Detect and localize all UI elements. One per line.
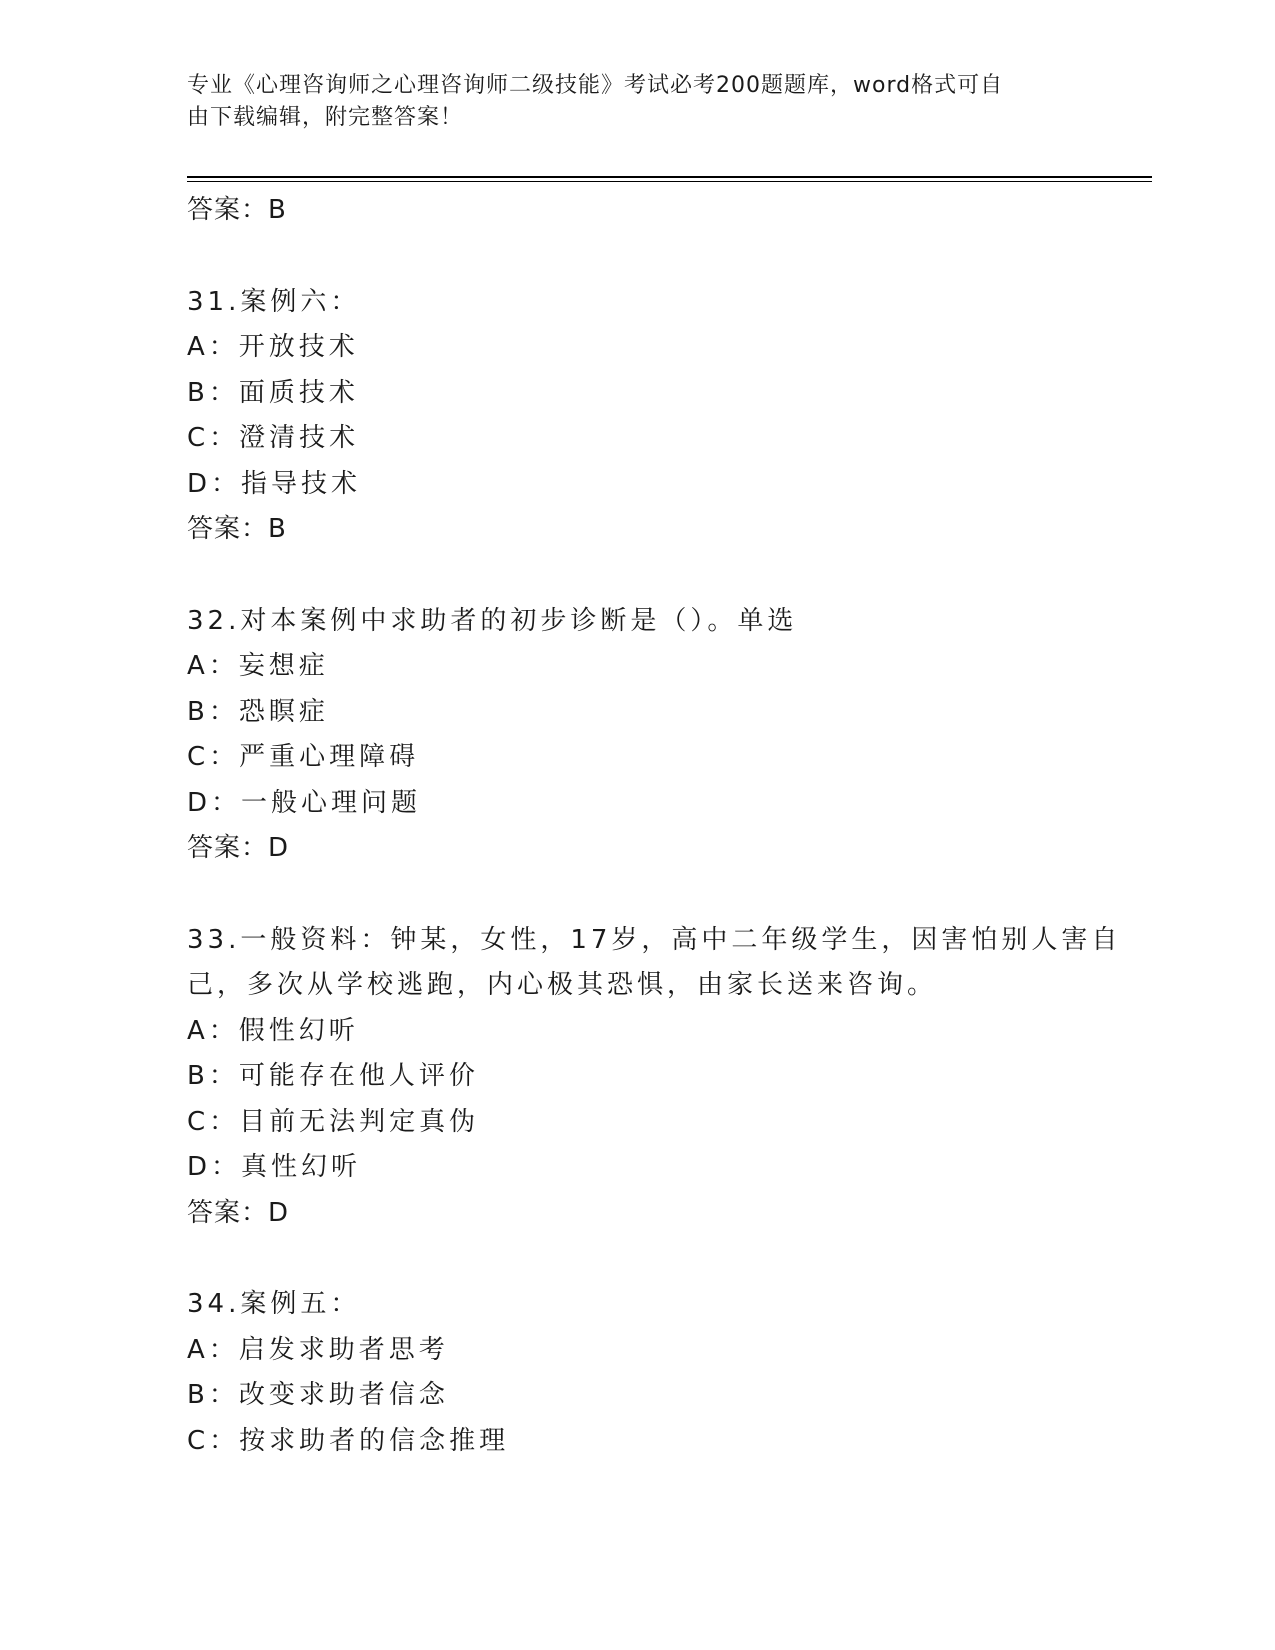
option-a: A：妄想症 xyxy=(187,651,329,681)
question-stem-line-1: 33.一般资料：钟某，女性，17岁，高中二年级学生，因害怕别人害自 xyxy=(187,924,1122,955)
header-line-1: 专业《心理咨询师之心理咨询师二级技能》考试必考200题题库，word格式可自 xyxy=(187,73,1004,98)
option-b: B：面质技术 xyxy=(187,377,359,408)
option-d: D：指导技术 xyxy=(187,468,362,499)
question-33 xyxy=(187,918,1122,1237)
question-34 xyxy=(187,1282,1087,1464)
option-b: B：改变求助者信念 xyxy=(187,1380,449,1410)
question-stem: 34.案例五： xyxy=(187,1289,361,1319)
option-a: A：假性幻听 xyxy=(187,1015,359,1046)
option-b: B：恐瞑症 xyxy=(187,696,329,727)
option-d: D：一般心理问题 xyxy=(187,787,422,818)
question-32 xyxy=(187,599,1087,872)
answer-line: 答案：B xyxy=(187,514,287,544)
question-stem-line-2: 己，多次从学校逃跑，内心极其恐惧，由家长送来咨询。 xyxy=(187,970,938,1000)
question-stem: 31.案例六： xyxy=(187,286,361,317)
question-31 xyxy=(187,280,1087,553)
document-header xyxy=(187,70,1067,134)
option-c: C：严重心理障碍 xyxy=(187,742,420,772)
option-c: C：目前无法判定真伪 xyxy=(187,1106,480,1137)
option-b: B：可能存在他人评价 xyxy=(187,1061,479,1091)
question-list xyxy=(187,188,1122,1464)
question-stem: 32.对本案例中求助者的初步诊断是（）。单选 xyxy=(187,605,798,636)
option-d: D：真性幻听 xyxy=(187,1152,362,1182)
header-line-2: 由下载编辑，附完整答案！ xyxy=(187,105,464,130)
answer-line: 答案：D xyxy=(187,1197,290,1228)
option-a: A：启发求助者思考 xyxy=(187,1334,449,1365)
option-a: A：开放技术 xyxy=(187,332,359,362)
answer-line: 答案：D xyxy=(187,833,290,863)
option-c: C：澄清技术 xyxy=(187,423,360,453)
answer-line: 答案：B xyxy=(187,195,287,225)
option-c: C：按求助者的信念推理 xyxy=(187,1425,510,1456)
header-divider xyxy=(187,176,1152,182)
